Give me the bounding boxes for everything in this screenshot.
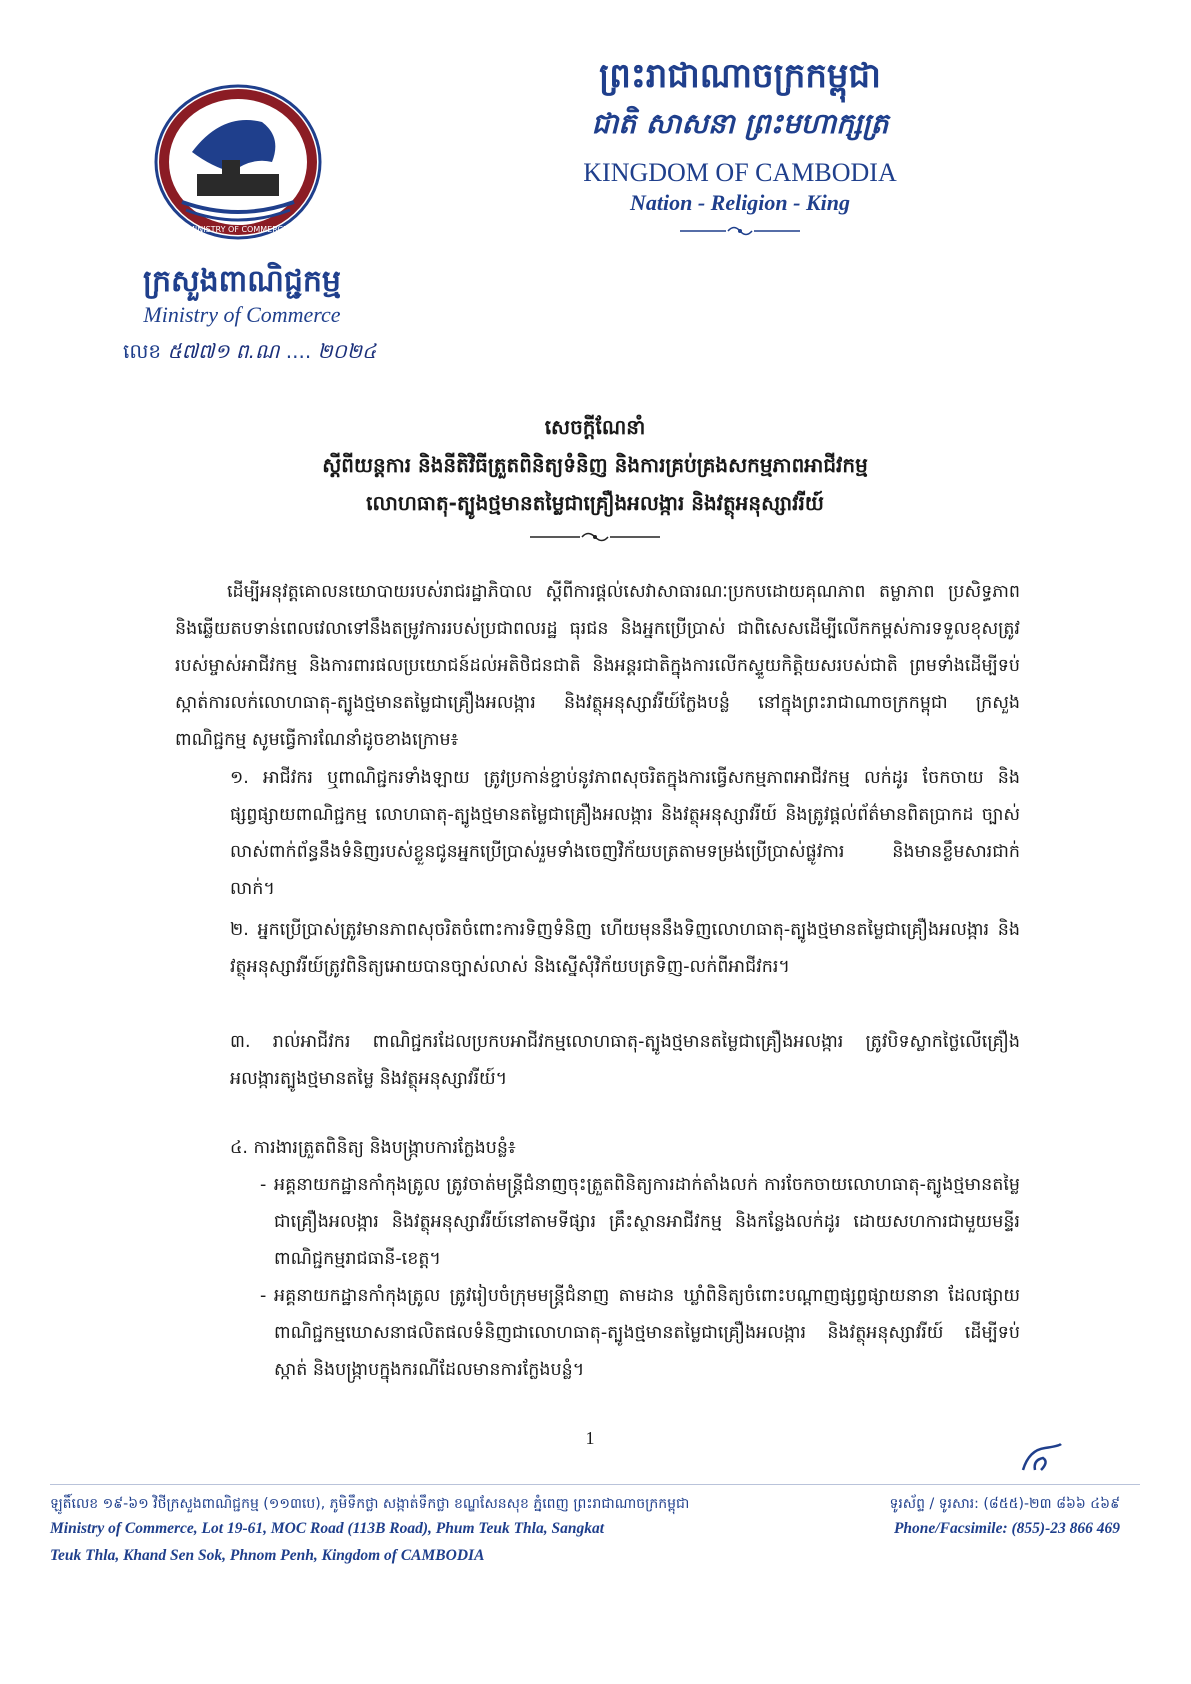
footer-phone-khmer: ទូរស័ព្ទ / ទូរសារ: (៨៥៥)-២៣ ៨៦៦ ៤៦៩ (889, 1496, 1120, 1512)
seal-text: MINISTRY OF COMMERCE (187, 225, 289, 234)
bullet-text: អគ្គនាយកដ្ឋានកាំកុងត្រូល ត្រូវរៀបចំក្រុមមន្ត្រីជំនាញ តាមដាន ឃ្លាំពិនិត្យចំពោះបណ្តាញផ្សព្វផ្សាយនានា ដែលផ្សាយពាណិជ្ជកម្មឃោសនាផលិតផលទំនិញជាលោហធាតុ-ត្បូងថ្មមានតម្លៃជាគ្រឿងអលង្ការ និងវត្ថុអនុស្សាវរីយ៍ ដើម្បីទប់ស្កាត់ និងបង្ក្រាបក្នុងករណីដែលមានការក្លែងបន្លំ។ (274, 1286, 1020, 1380)
bullet-mark: - (260, 1175, 267, 1195)
reference-year: ២០២៤ (317, 339, 377, 363)
footer-address-english-line-1: Ministry of Commerce, Lot 19-61, MOC Road (113B Road), Phum Teuk Thla, Sangkat (50, 1520, 605, 1537)
reference-number: លេខ ៥៧៧១ ព.ណ .... ២០២៤ (123, 339, 377, 363)
title-line-1: សេចក្តីណែនាំ (544, 415, 646, 439)
kingdom-name-english: KINGDOM OF CAMBODIA (583, 158, 897, 187)
page-number: 1 (585, 1428, 595, 1448)
instruction-item-3: ៣. រាល់អាជីវករ ពាណិជ្ជករដែលប្រកបអាជីវកម្មលោហធាតុ-ត្បូងថ្មមានតម្លៃជាគ្រឿងអលង្ការ ត្រូវបិទស្លាកថ្លៃលើគ្រឿងអលង្ការត្បូងថ្មមានតម្លៃ និងវត្ថុអនុស្សាវរីយ៍។ (230, 1032, 1020, 1089)
title-line-2: ស្តីពីយន្តការ និងនីតិវិធីត្រួតពិនិត្យទំនិញ និងការគ្រប់គ្រងសកម្មភាពអាជីវកម្ម (322, 453, 868, 477)
instruction-item-4 (230, 1130, 1020, 1389)
footer-divider (50, 1484, 1140, 1485)
item-4-bullet-1 (230, 1167, 1020, 1278)
item-4-heading: ៤. ការងារត្រួតពិនិត្យ និងបង្ក្រាបការក្លែងបន្លំ៖ (230, 1138, 516, 1158)
bullet-mark: - (260, 1286, 267, 1306)
footer-address-khmer: ឡូតិ៍លេខ ១៩-៦១ វិថីក្រសួងពាណិជ្ជកម្ម (១១៣បេ), ភូមិទឹកថ្លា សង្កាត់ទឹកថ្លា ខណ្ឌសែនសុខ ភ្នំពេញ ព្រះរាជាណាចក្រកម្ពុជា (50, 1496, 690, 1512)
kingdom-name-khmer: ព្រះរាជាណាចក្រកម្ពុជា (599, 56, 881, 96)
motto-english: Nation - Religion - King (629, 190, 851, 215)
footer-address-english-line-2: Teuk Thla, Khand Sen Sok, Phnom Penh, Kingdom of CAMBODIA (50, 1547, 485, 1564)
instruction-item-2: ២. អ្នកប្រើប្រាស់ត្រូវមានភាពសុចរិតចំពោះការទិញទំនិញ ហើយមុននឹងទិញលោហធាតុ-ត្បូងថ្មមានតម្លៃជាគ្រឿងអលង្ការ និងវត្ថុអនុស្សាវរីយ៍ត្រូវពិនិត្យអោយបានច្បាស់លាស់ និងស្នើសុំវិក័យបត្រទិញ-លក់ពីអាជីវករ។ (230, 920, 1020, 977)
instruction-item-1: ១. អាជីវករ ឬពាណិជ្ជករទាំងឡាយ ត្រូវប្រកាន់ខ្ជាប់នូវភាពសុចរិតក្នុងការធ្វើសកម្មភាពអាជីវកម្ម លក់ដូរ ចែកចាយ និងផ្សព្វផ្សាយពាណិជ្ជកម្ម លោហធាតុ-ត្បូងថ្មមានតម្លៃជាគ្រឿងអលង្ការ និងវត្ថុអនុស្សាវរីយ៍ និងត្រូវផ្តល់ព័ត៌មានពិតប្រាកដ ច្បាស់លាស់ពាក់ព័ន្ធនឹងទំនិញរបស់ខ្លួនជូនអ្នកប្រើប្រាស់រួមទាំងចេញវិក័យបត្រតាមទម្រង់ប្រើប្រាស់ផ្លូវការ និងមានខ្លឹមសារជាក់លាក់។ (230, 768, 1020, 899)
motto-khmer: ជាតិ សាសនា ព្រះមហាក្សត្រ (591, 107, 889, 140)
intro-paragraph: ដើម្បីអនុវត្តគោលនយោបាយរបស់រាជរដ្ឋាភិបាល ស្តីពីការផ្តល់សេវាសាធារណៈប្រកបដោយគុណភាព តម្លាភាព ប្រសិទ្ធភាព និងឆ្លើយតបទាន់ពេលវេលាទៅនឹងតម្រូវការរបស់ប្រជាពលរដ្ឋ ធុរជន និងអ្នកប្រើប្រាស់ ជាពិសេសដើម្បីលើកកម្ពស់ការទទួលខុសត្រូវរបស់ម្ចាស់អាជីវកម្ម និងការពារផលប្រយោជន៍ដល់អតិថិជនជាតិ និងអន្តរជាតិក្នុងការលើកស្ទួយកិត្តិយសរបស់ជាតិ ព្រមទាំងដើម្បីទប់ស្កាត់ការលក់លោហធាតុ-ត្បូងថ្មមានតម្លៃជាគ្រឿងអលង្ការ និងវត្ថុអនុស្សាវរីយ៍ក្លែងបន្លំ នៅក្នុងព្រះរាជាណាចក្រកម្ពុជា ក្រសួងពាណិជ្ជកម្ម សូមធ្វើការណែនាំដូចខាងក្រោម៖ (175, 582, 1020, 750)
title-line-3: លោហធាតុ-ត្បូងថ្មមានតម្លៃជាគ្រឿងអលង្ការ និងវត្ថុអនុស្សាវរីយ៍ (366, 491, 824, 515)
ornament-divider-icon (530, 530, 660, 544)
reference-code: ៥៧៧១ ព.ណ (167, 339, 280, 363)
ornament-divider-icon (680, 224, 800, 238)
reference-prefix: លេខ (123, 339, 162, 363)
document-title (180, 408, 1010, 522)
ministry-name-khmer: ក្រសួងពាណិជ្ជកម្ម (143, 264, 341, 299)
handwritten-initial-icon (1015, 1440, 1065, 1476)
bullet-text: អគ្គនាយកដ្ឋានកាំកុងត្រូល ត្រូវចាត់មន្ត្រីជំនាញចុះត្រួតពិនិត្យការដាក់តាំងលក់ ការចែកចាយលោហធាតុ-ត្បូងថ្មមានតម្លៃជាគ្រឿងអលង្ការ និងវត្ថុអនុស្សាវរីយ៍នៅតាមទីផ្សារ គ្រឹះស្ថានអាជីវកម្ម និងកន្លែងលក់ដូរ ដោយសហការជាមួយមន្ទីរពាណិជ្ជកម្មរាជធានី-ខេត្ត។ (274, 1175, 1020, 1269)
footer-phone-english: Phone/Facsimile: (855)-23 866 469 (893, 1520, 1120, 1537)
item-4-bullet-2 (230, 1278, 1020, 1389)
ministry-name-english: Ministry of Commerce (143, 302, 341, 327)
ministry-seal-logo (152, 82, 324, 242)
